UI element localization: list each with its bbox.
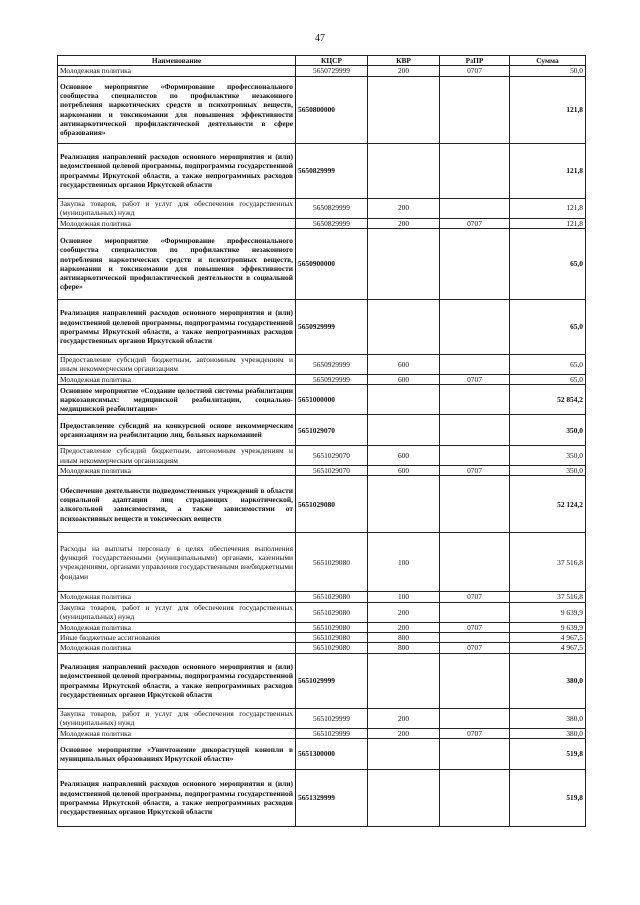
table-header-row xyxy=(58,56,586,66)
cell-kvr: 200 xyxy=(368,708,440,728)
cell-kvr: 600 xyxy=(368,354,440,374)
cell-kcsr: 5651029080 xyxy=(296,622,368,632)
table-row xyxy=(58,198,586,218)
cell-rzpr: 0707 xyxy=(440,728,510,738)
table-row xyxy=(58,299,586,354)
cell-kcsr: 5650929999 xyxy=(296,354,368,374)
cell-rzpr xyxy=(440,446,510,466)
cell-kcsr: 5651029999 xyxy=(296,708,368,728)
cell-name: Предоставление субсидий бюджетным, автономным учреждениям и иным некоммерческим организациям xyxy=(58,354,296,374)
cell-name: Основное мероприятие «Уничтожение дикорастущей конопли в муниципальных образованиях Иркутской области» xyxy=(58,738,296,769)
table-row xyxy=(58,66,586,76)
cell-rzpr xyxy=(440,738,510,769)
table-row xyxy=(58,622,586,632)
cell-kvr: 600 xyxy=(368,466,440,476)
table-row xyxy=(58,653,586,708)
cell-sum: 9 639,9 xyxy=(510,602,586,622)
cell-sum: 350,0 xyxy=(510,446,586,466)
cell-kcsr: 5651300000 xyxy=(296,738,368,769)
cell-sum: 37 516,8 xyxy=(510,533,586,592)
cell-rzpr: 0707 xyxy=(440,466,510,476)
cell-kvr: 200 xyxy=(368,728,440,738)
cell-kcsr: 5651329999 xyxy=(296,769,368,826)
cell-sum: 4 967,5 xyxy=(510,643,586,653)
cell-kvr: 800 xyxy=(368,633,440,643)
cell-kvr: 100 xyxy=(368,533,440,592)
cell-rzpr xyxy=(440,299,510,354)
cell-name: Предоставление субсидий на конкурсной основе некоммерческим организациям на реабилитацию лиц, больных наркоманией xyxy=(58,415,296,446)
cell-kcsr: 5650900000 xyxy=(296,228,368,299)
table-row xyxy=(58,374,586,384)
cell-rzpr: 0707 xyxy=(440,622,510,632)
cell-kcsr: 5651029999 xyxy=(296,728,368,738)
cell-name: Предоставление субсидий бюджетным, автономным учреждениям и иным некоммерческим организациям xyxy=(58,446,296,466)
cell-sum: 380,0 xyxy=(510,653,586,708)
cell-name: Молодежная политика xyxy=(58,374,296,384)
cell-name: Основное мероприятие «Формирование профессионального сообщества специалистов по профилактике незаконного потребления наркотических средств и психотропных веществ, наркомании и токсикомании для повышения эффективности антинаркотической профилактической деятельности в социальной сфере» xyxy=(58,228,296,299)
cell-kcsr: 5651029080 xyxy=(296,476,368,533)
cell-sum: 121,8 xyxy=(510,143,586,198)
cell-rzpr: 0707 xyxy=(440,66,510,76)
table-row xyxy=(58,533,586,592)
cell-sum: 121,8 xyxy=(510,198,586,218)
table-row xyxy=(58,76,586,143)
cell-kvr: 200 xyxy=(368,602,440,622)
header-name: Наименование xyxy=(58,56,296,66)
cell-rzpr xyxy=(440,633,510,643)
table-row xyxy=(58,143,586,198)
cell-kvr xyxy=(368,385,440,415)
table-row xyxy=(58,708,586,728)
cell-kvr xyxy=(368,228,440,299)
cell-kcsr: 5650829999 xyxy=(296,198,368,218)
cell-sum: 350,0 xyxy=(510,415,586,446)
cell-name: Реализация направлений расходов основного мероприятия и (или) ведомственной целевой программы, подпрограммы государственной программы Иркутской области, а также непрограммных расходов государственных органов Иркутской области xyxy=(58,299,296,354)
cell-sum: 380,0 xyxy=(510,728,586,738)
cell-kvr: 600 xyxy=(368,446,440,466)
cell-kvr xyxy=(368,769,440,826)
cell-sum: 50,0 xyxy=(510,66,586,76)
cell-name: Закупка товаров, работ и услуг для обеспечения государственных (муниципальных) нужд xyxy=(58,198,296,218)
cell-sum: 9 639,9 xyxy=(510,622,586,632)
cell-name: Молодежная политика xyxy=(58,592,296,602)
cell-rzpr xyxy=(440,602,510,622)
table-row xyxy=(58,466,586,476)
cell-kcsr: 5651029080 xyxy=(296,633,368,643)
cell-sum: 65,0 xyxy=(510,354,586,374)
cell-kvr: 200 xyxy=(368,622,440,632)
table-row xyxy=(58,228,586,299)
cell-name: Молодежная политика xyxy=(58,622,296,632)
cell-kcsr: 5651029999 xyxy=(296,653,368,708)
table-row xyxy=(58,385,586,415)
table-row xyxy=(58,476,586,533)
cell-kcsr: 5651029080 xyxy=(296,602,368,622)
cell-name: Расходы на выплаты персоналу в целях обеспечения выполнения функций государственными (муниципальными) органами, казенными учреждениями, органами управления государственными внебюджетными фондами xyxy=(58,533,296,592)
cell-rzpr xyxy=(440,76,510,143)
cell-rzpr xyxy=(440,354,510,374)
cell-kvr: 800 xyxy=(368,643,440,653)
cell-kvr xyxy=(368,415,440,446)
cell-kcsr: 5651029070 xyxy=(296,415,368,446)
table-row xyxy=(58,728,586,738)
table-row xyxy=(58,643,586,653)
cell-kcsr: 5650929999 xyxy=(296,374,368,384)
cell-kcsr: 5651029070 xyxy=(296,466,368,476)
cell-name: Основное мероприятие «Создание целостной системы реабилитации наркозависимых: медицинской реабилитации, социально-медицинской реабилитации» xyxy=(58,385,296,415)
cell-name: Реализация направлений расходов основного мероприятия и (или) ведомственной целевой программы, подпрограммы государственной программы Иркутской области, а также непрограммных расходов государственных органов Иркутской области xyxy=(58,143,296,198)
cell-kvr xyxy=(368,653,440,708)
cell-name: Основное мероприятие «Формирование профессионального сообщества специалистов по профилактике незаконного потребления наркотических средств и психотропных веществ, наркомании и токсикомании для повышения эффективности антинаркотической профилактической деятельности в сфере образования» xyxy=(58,76,296,143)
cell-kcsr: 5650829999 xyxy=(296,143,368,198)
cell-kvr xyxy=(368,476,440,533)
cell-sum: 4 967,5 xyxy=(510,633,586,643)
cell-sum: 519,8 xyxy=(510,738,586,769)
cell-kcsr: 5651029080 xyxy=(296,533,368,592)
cell-sum: 519,8 xyxy=(510,769,586,826)
cell-kcsr: 5650800000 xyxy=(296,76,368,143)
cell-sum: 350,0 xyxy=(510,466,586,476)
cell-sum: 37 516,8 xyxy=(510,592,586,602)
cell-rzpr xyxy=(440,198,510,218)
cell-sum: 121,8 xyxy=(510,76,586,143)
cell-kvr: 200 xyxy=(368,218,440,228)
cell-sum: 380,0 xyxy=(510,708,586,728)
cell-name: Обеспечение деятельности подведомственных учреждений в области социальной адаптации лиц страдающих наркотической, алкогольной зависимостями, а также зависимостями от психоактивных веществ и токсических веществ xyxy=(58,476,296,533)
cell-rzpr xyxy=(440,415,510,446)
cell-rzpr: 0707 xyxy=(440,218,510,228)
table-row xyxy=(58,769,586,826)
cell-name: Молодежная политика xyxy=(58,218,296,228)
cell-sum: 65,0 xyxy=(510,228,586,299)
table-row xyxy=(58,415,586,446)
table-row xyxy=(58,602,586,622)
cell-kcsr: 5650829999 xyxy=(296,218,368,228)
cell-sum: 121,8 xyxy=(510,218,586,228)
cell-kvr xyxy=(368,76,440,143)
cell-name: Иные бюджетные ассигнования xyxy=(58,633,296,643)
cell-name: Молодежная политика xyxy=(58,66,296,76)
header-kvr: КВР xyxy=(368,56,440,66)
cell-kvr: 100 xyxy=(368,592,440,602)
cell-kcsr: 5650929999 xyxy=(296,299,368,354)
cell-kvr: 200 xyxy=(368,198,440,218)
cell-rzpr xyxy=(440,143,510,198)
cell-name: Закупка товаров, работ и услуг для обеспечения государственных (муниципальных) нужд xyxy=(58,708,296,728)
cell-rzpr xyxy=(440,228,510,299)
cell-name: Закупка товаров, работ и услуг для обеспечения государственных (муниципальных) нужд xyxy=(58,602,296,622)
cell-rzpr: 0707 xyxy=(440,592,510,602)
cell-kcsr: 5651000000 xyxy=(296,385,368,415)
cell-kcsr: 5651029080 xyxy=(296,643,368,653)
cell-rzpr xyxy=(440,385,510,415)
table-row xyxy=(58,592,586,602)
cell-name: Молодежная политика xyxy=(58,728,296,738)
cell-kvr xyxy=(368,143,440,198)
cell-kcsr: 5651029080 xyxy=(296,592,368,602)
cell-sum: 65,0 xyxy=(510,299,586,354)
cell-name: Молодежная политика xyxy=(58,466,296,476)
cell-rzpr: 0707 xyxy=(440,643,510,653)
table-row xyxy=(58,633,586,643)
cell-name: Молодежная политика xyxy=(58,643,296,653)
cell-sum: 52 854,2 xyxy=(510,385,586,415)
table-row xyxy=(58,218,586,228)
cell-rzpr xyxy=(440,476,510,533)
cell-rzpr xyxy=(440,653,510,708)
cell-kcsr: 5650729999 xyxy=(296,66,368,76)
page-number: 47 xyxy=(315,33,325,44)
cell-rzpr xyxy=(440,769,510,826)
cell-kvr xyxy=(368,299,440,354)
budget-table xyxy=(57,55,586,827)
header-rzpr: РзПР xyxy=(440,56,510,66)
cell-rzpr xyxy=(440,533,510,592)
cell-rzpr: 0707 xyxy=(440,374,510,384)
cell-name: Реализация направлений расходов основного мероприятия и (или) ведомственной целевой программы, подпрограммы государственной программы Иркутской области, а также непрограммных расходов государственных органов Иркутской области xyxy=(58,653,296,708)
table-row xyxy=(58,354,586,374)
cell-kvr: 200 xyxy=(368,66,440,76)
cell-sum: 52 124,2 xyxy=(510,476,586,533)
cell-kvr xyxy=(368,738,440,769)
table-row xyxy=(58,446,586,466)
header-kcsr: КЦСР xyxy=(296,56,368,66)
cell-sum: 65,0 xyxy=(510,374,586,384)
cell-kcsr: 5651029070 xyxy=(296,446,368,466)
cell-kvr: 600 xyxy=(368,374,440,384)
cell-rzpr xyxy=(440,708,510,728)
table-body xyxy=(58,66,586,827)
cell-name: Реализация направлений расходов основного мероприятия и (или) ведомственной целевой программы, подпрограммы государственной программы Иркутской области, а также непрограммных расходов государственных органов Иркутской области xyxy=(58,769,296,826)
header-sum: Сумма xyxy=(510,56,586,66)
table-row xyxy=(58,738,586,769)
